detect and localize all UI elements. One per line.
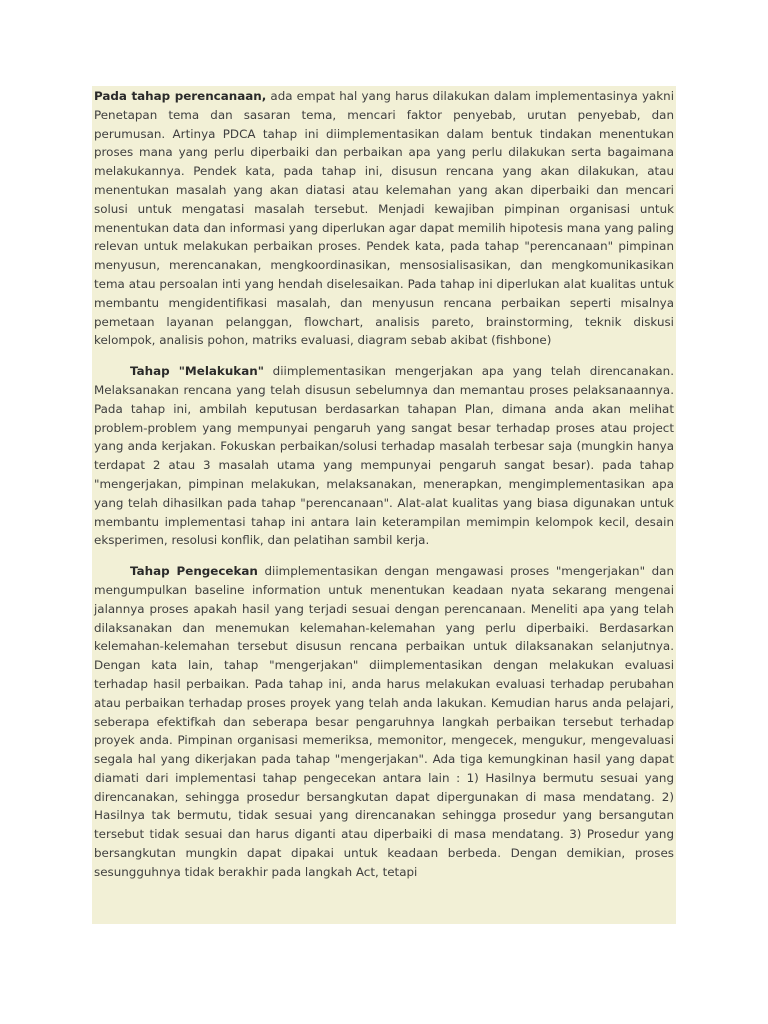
document-page [92, 86, 676, 924]
paragraph-lead: Tahap "Melakukan" [130, 364, 264, 379]
paragraph-text: diimplementasikan dengan mengawasi proses "mengerjakan" dan mengumpulkan baseline information untuk menentukan keadaan nyata sekarang mengenai jalannya proses apakah hasil yang terjadi sesuai dengan perencanaan. Meneliti apa yang telah dilaksanakan dan menemukan kelemahan-kelemahan yang perlu diperbaiki. Berdasarkan kelemahan-kelemahan tersebut disusun rencana perbaikan untuk dilaksanakan selanjutnya. Dengan kata lain, tahap "mengerjakan" diimplementasikan dengan melakukan evaluasi terhadap hasil perbaikan. Pada tahap ini, anda harus melakukan evaluasi terhadap perubahan atau perbaikan terhadap proses proyek yang telah anda lakukan. Kemudian harus anda pelajari, seberapa efektifkah dan seberapa besar pengaruhnya langkah perbaikan tersebut terhadap proyek anda. Pimpinan organisasi memeriksa, memonitor, mengecek, mengukur, mengevaluasi segala hal yang dikerjakan pada tahap "mengerjakan". Ada tiga kemungkinan hasil yang dapat diamati dari implementasi tahap pengecekan antara lain : 1) Hasilnya bermutu sesuai yang direncanakan, sehingga prosedur bersangkutan dapat dipergunakan di masa mendatang. 2) Hasilnya tak bermutu, tidak sesuai yang direncanakan sehingga prosedur yang bersangutan tersebut tidak sesuai dan harus diganti atau diperbaiki di masa mendatang. 3) Prosedur yang bersangkutan mungkin dapat dipakai untuk keadaan berbeda. Dengan demikian, proses sesungguhnya tidak berakhir pada langkah Act, tetapi [94, 564, 674, 879]
paragraph-text: ada empat hal yang harus dilakukan dalam implementasinya yakni Penetapan tema dan sasaran tema, mencari faktor penyebab, urutan penyebab, dan perumusan. Artinya PDCA tahap ini diimplementasikan dalam bentuk tindakan menentukan proses mana yang perlu diperbaiki dan perbaikan apa yang perlu dilakukan serta bagaimana melakukannya. Pendek kata, pada tahap ini, disusun rencana yang akan dilakukan, atau menentukan masalah yang akan diatasi atau kelemahan yang akan diperbaiki dan mencari solusi untuk mengatasi masalah tersebut. Menjadi kewajiban pimpinan organisasi untuk menentukan data dan informasi yang diperlukan agar dapat memilih hipotesis mana yang paling relevan untuk melakukan perbaikan proses. Pendek kata, pada tahap "perencanaan" pimpinan menyusun, merencanakan, mengkoordinasikan, mensosialisasikan, dan mengkomunikasikan tema atau persoalan inti yang hendah diselesaikan. Pada tahap ini diperlukan alat kualitas untuk membantu mengidentifikasi masalah, dan menyusun rencana perbaikan seperti misalnya pemetaan layanan pelanggan, flowchart, analisis pareto, brainstorming, teknik diskusi kelompok, analisis pohon, matriks evaluasi, diagram sebab akibat (fishbone) [94, 89, 675, 348]
paragraph-lead: Pada tahap perencanaan, [94, 89, 267, 103]
paragraph-perencanaan [94, 87, 674, 350]
paragraph-lead: Tahap Pengecekan [130, 564, 258, 579]
paragraph-melakukan [94, 362, 674, 550]
paragraph-pengecekan [94, 562, 674, 882]
paragraph-text: diimplementasikan mengerjakan apa yang telah direncanakan. Melaksanakan rencana yang telah disusun sebelumnya dan memantau proses pelaksanaannya. Pada tahap ini, ambilah keputusan berdasarkan tahapan Plan, dimana anda akan melihat problem-problem yang mempunyai pengaruh yang sangat besar terhadap proses atau project yang anda kerjakan. Fokuskan perbaikan/solusi terhadap masalah terbesar saja (mungkin hanya terdapat 2 atau 3 masalah utama yang mempunyai pengaruh sangat besar). pada tahap "mengerjakan, pimpinan melakukan, melaksanakan, menerapkan, mengimplementasikan apa yang telah dihasilkan pada tahap "perencanaan". Alat-alat kualitas yang biasa digunakan untuk membantu implementasi tahap ini antara lain keterampilan memimpin kelompok kecil, desain eksperimen, resolusi konflik, dan pelatihan sambil kerja. [94, 364, 674, 548]
